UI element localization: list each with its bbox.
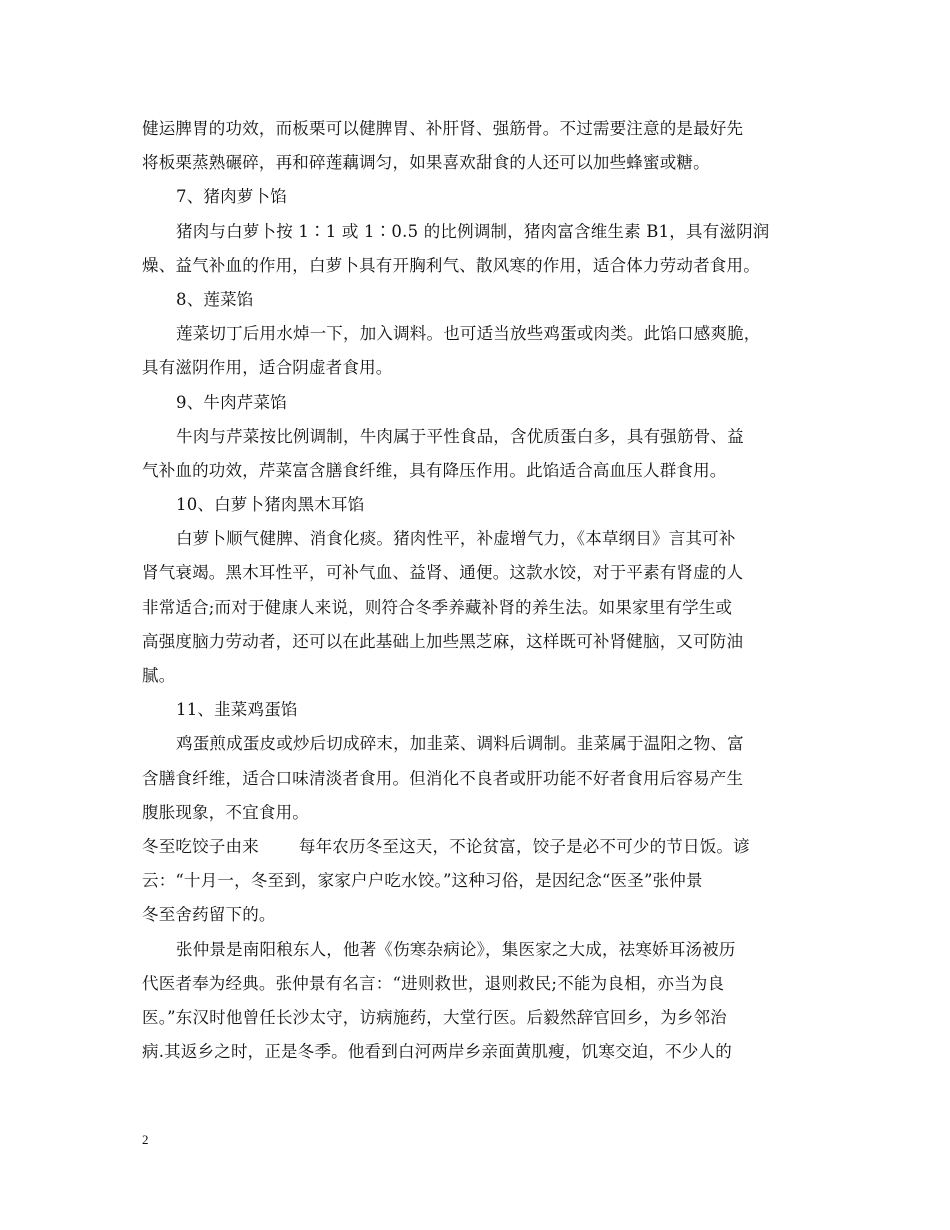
paragraph-line: 莲菜切丁后用水焯一下，加入调料。也可适当放些鸡蛋或肉类。此馅口感爽脆， [176, 324, 761, 344]
paragraph-line: 肾气衰竭。黑木耳性平，可补气血、益肾、通便。这款水饺，对于平素有肾虚的人 [142, 563, 744, 583]
paragraph-line: 腹胀现象，不宜食用。 [142, 802, 309, 822]
section-heading: 7、猪肉萝卜馅 [176, 187, 287, 207]
paragraph-line: 腻。 [142, 666, 176, 685]
page-number: 2 [142, 1132, 149, 1147]
paragraph-line: 鸡蛋煎成蛋皮或炒后切成碎末，加韭菜、调料后调制。韭菜属于温阳之物、富 [176, 734, 744, 754]
paragraph-line: 病.其返乡之时，正是冬季。他看到白河两岸乡亲面黄肌瘦，饥寒交迫，不少人的 [142, 1042, 732, 1062]
section-heading: 9、牛肉芹菜馅 [176, 392, 287, 412]
document-body [142, 112, 822, 1069]
paragraph-line: 健运脾胃的功效，而板栗可以健脾胃、补肝肾、强筋骨。不过需要注意的是最好先 [142, 119, 744, 138]
article-heading: 冬至吃饺子由来 [142, 836, 259, 856]
paragraph-line: 白萝卜顺气健脾、消食化痰。猪肉性平，补虚增气力，《本草纲目》言其可补 [176, 529, 736, 549]
paragraph-line: 具有滋阴作用，适合阴虚者食用。 [142, 358, 393, 378]
paragraph-line: 非常适合;而对于健康人来说，则符合冬季养藏补肾的养生法。如果家里有学生或 [142, 597, 733, 617]
paragraph-line: 代医者奉为经典。张仲景有名言：“进则救世，退则救民;不能为良相，亦当为良 [142, 973, 725, 993]
section-heading: 8、莲菜馅 [176, 289, 254, 309]
section-heading: 10、白萝卜猪肉黑木耳馅 [176, 495, 365, 515]
paragraph-line: 医。”东汉时他曾任长沙太守，访病施药，大堂行医。后毅然辞官回乡，为乡邻治 [142, 1007, 727, 1027]
paragraph-text: 每年农历冬至这天，不论贫富，饺子是必不可少的节日饭。谚 [298, 836, 750, 856]
paragraph-line: 气补血的功效，芹菜富含膳食纤维，具有降压作用。此馅适合高血压人群食用。 [142, 460, 727, 480]
paragraph-line: 牛肉与芹菜按比例调制，牛肉属于平性食品，含优质蛋白多，具有强筋骨、益 [176, 426, 744, 446]
paragraph-line: 冬至舍药留下的。 [142, 905, 276, 925]
paragraph-line: 含膳食纤维，适合口味清淡者食用。但消化不良者或肝功能不好者食用后容易产生 [142, 768, 744, 788]
heading-paragraph-line [142, 830, 822, 864]
paragraph-line: 高强度脑力劳动者，还可以在此基础上加些黑芝麻，这样既可补肾健脑，又可防油 [142, 631, 744, 651]
paragraph-line: 将板栗蒸熟碾碎，再和碎莲藕调匀，如果喜欢甜食的人还可以加些蜂蜜或糖。 [142, 153, 710, 173]
paragraph-line: 云：“十月一，冬至到，家家户户吃水饺。”这种习俗，是因纪念“医圣”张仲景 [142, 871, 703, 891]
paragraph-line: 燥、益气补血的作用，白萝卜具有开胸利气、散风寒的作用，适合体力劳动者食用。 [142, 255, 760, 275]
paragraph-line: 猪肉与白萝卜按 1∶1 或 1∶0.5 的比例调制，猪肉富含维生素 B1，具有滋阴润 [176, 221, 770, 241]
section-heading: 11、韭菜鸡蛋馅 [176, 700, 298, 720]
paragraph-line: 张仲景是南阳稂东人，他著《伤寒杂病论》，集医家之大成，祛寒娇耳汤被历 [176, 939, 736, 959]
